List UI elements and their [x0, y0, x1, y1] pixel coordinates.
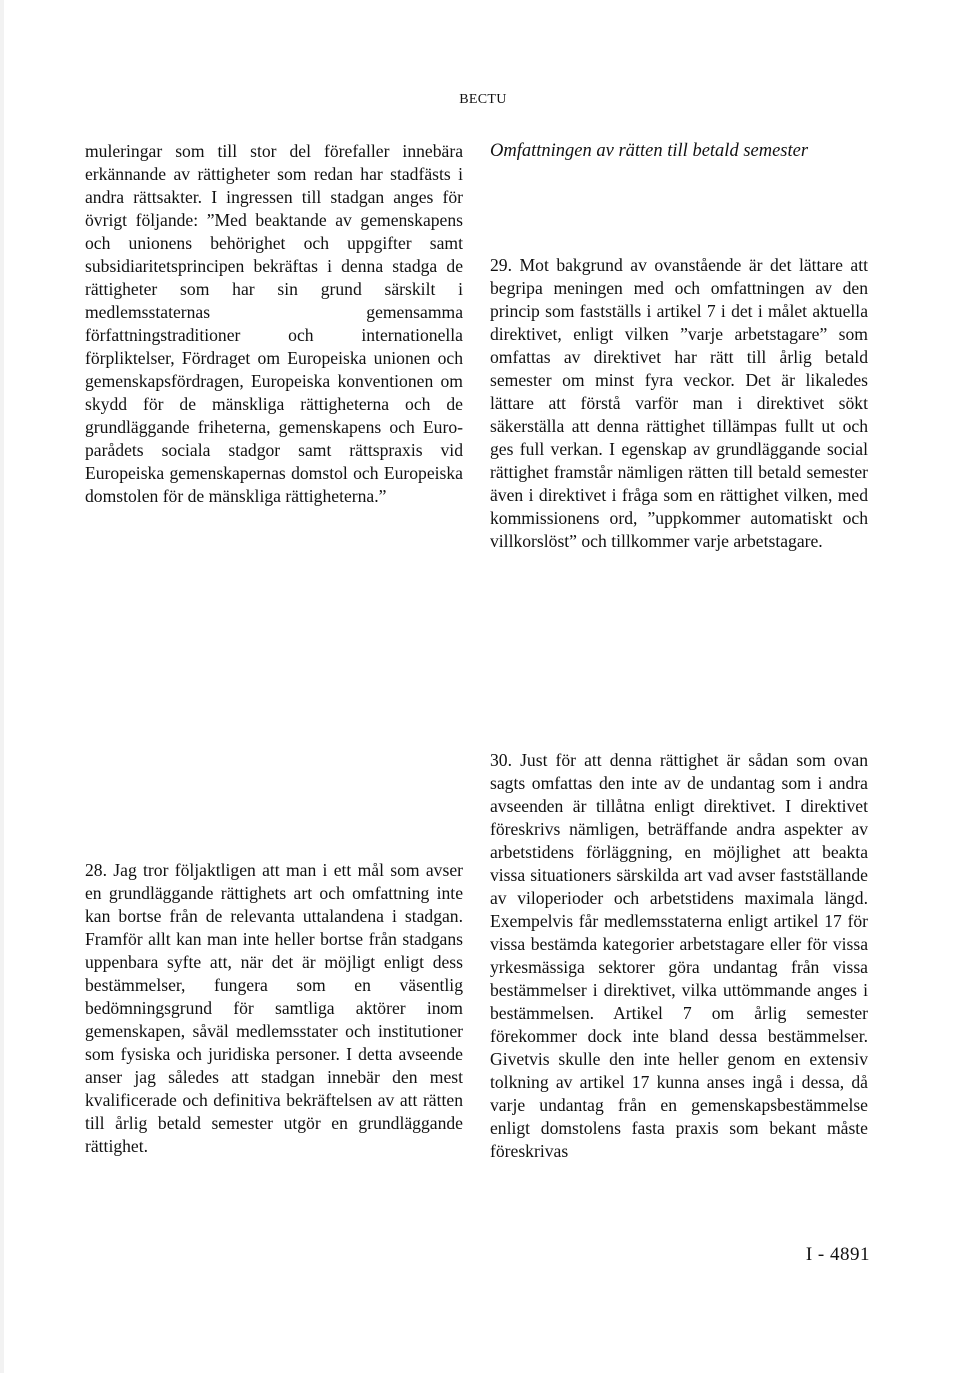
scan-edge	[0, 0, 4, 1373]
right-column-top	[490, 140, 868, 553]
right-column-bottom	[490, 749, 868, 1163]
paragraph-30	[490, 749, 868, 1163]
paragraph-number: 28.	[85, 860, 107, 880]
paragraph-28	[85, 859, 463, 1158]
running-header: BECTU	[459, 92, 507, 107]
paragraph-29	[490, 254, 868, 553]
left-column-bottom	[85, 859, 463, 1158]
paragraph-text: Jag tror följaktligen att man i ett mål som avser en grundläggande rättighets art och omfattning inte kan bortse från de relevanta uttalandena i stadgan. Framför allt kan man inte heller bortse från stadgans uppenbara syfte att, när det är möjligt enligt dess bestämmelser, fungera som en väsentlig bedömningsgrund för samtliga aktörer inom gemenskapen, såväl medlemsstater och institutioner som fysiska och juridiska personer. I detta avseende anser jag således att stadgan innebär den mest kvalificerade och definitiva bekräftelsen av att rätten till årlig betald semester utgör en grundläggande rättighet.	[85, 860, 463, 1156]
section-heading: Omfattningen av rätten till betald semester	[490, 141, 809, 161]
paragraph-text: Mot bakgrund av ovanstående är det lättare att begripa meningen med och omfattningen av den princip som fastställs i artikel 7 i det i målet aktuella direktivet, enligt vilken ”varje arbetstagare” som omfattas av direktivet har rätt till årlig betald semester om minst fyra veckor. Det är likaledes lättare att förstå varför man i direktivet sökt säkerställa att denna rättighet tillämpas fullt ut och ges full verkan. I egenskap av grundläggande social rättighet framstår nämligen rätten till betald semester även i direktivet i fråga som en rättighet vilken, med kommissionens ord, ”uppkommer automatiskt och villkorslöst” och tillkommer varje arbetstagare.	[490, 255, 868, 551]
paragraph-number: 30.	[490, 750, 512, 770]
page-number: I - 4891	[805, 1244, 870, 1265]
paragraph-number: 29.	[490, 255, 512, 275]
left-column-top	[85, 140, 463, 508]
paragraph-text: Just för att denna rättighet är sådan som ovan sagts omfattas den inte av de undantag som i andra avseenden är tillåtna enligt direktivet. I direktivet föreskrivs nämligen, beträffande andra aspekter av arbetstidens förläggning, en möjlighet att beakta vissa situationers särskilda art vad avser fastställande av viloperioder och arbetstidens maximala längd. Exempelvis får medlemsstaterna enligt artikel 17 för vissa bestämda kategorier arbetstagare eller för vissa yrkesmässiga sektorer göra undantag från vissa bestämmelser i direktivet, vilka uttömmande anges i bestämmelsen. Artikel 7 om årlig semester förekommer dock inte bland dessa bestämmelser. Givetvis skulle den inte heller genom en extensiv tolkning av artikel 17 kunna anses ingå i dessa, då varje undantag från en gemenskapsbestämmelse enligt domstolens fasta praxis som bekant måste föreskrivas	[490, 750, 868, 1161]
continuation-paragraph: muleringar som till stor del förefaller innebära erkännande av rättigheter som redan har stadfästs i andra rättsakter. I ingressen till stadgan anges för övrigt följande: ”Med beaktande av gemenskapens och unionens behörighet och uppgifter samt subsidiaritetsprincipen bekräftas i denna stadga de rättigheter som har sin grund särskilt i medlemsstaternas gemensamma författningstraditioner och internationella förpliktelser, Fördraget om Europeiska unionen och gemenskapsfördragen, Europeiska konventionen om skydd för de mänskliga rättigheterna och de grundläggande friheterna, gemenskapens och Europarådets sociala stadgor samt rättspraxis vid Europeiska gemenskapernas domstol och Europeiska domstolen för de mänskliga rättigheterna.”	[85, 141, 463, 506]
